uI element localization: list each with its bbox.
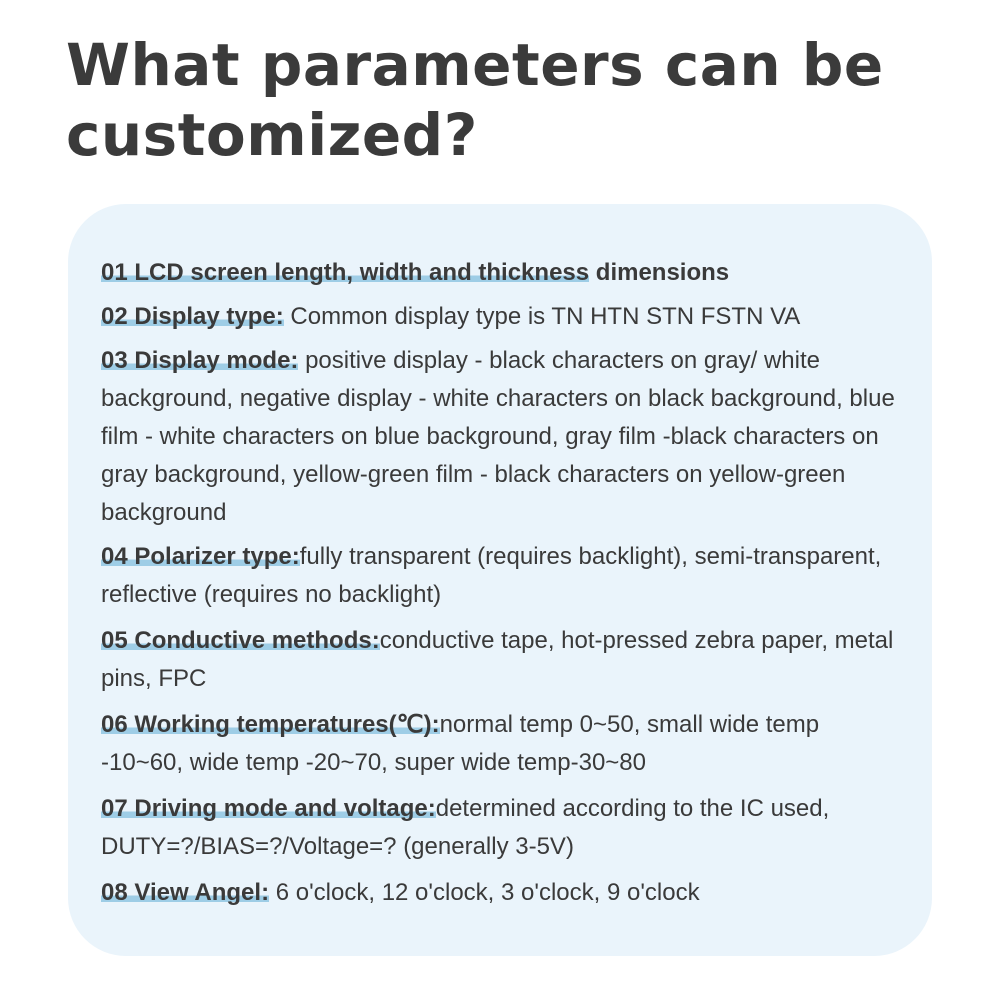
list-item-driving-mode <box>101 790 901 866</box>
list-item-display-type <box>101 298 901 336</box>
item-label: 07 Driving mode and voltage: <box>101 795 436 822</box>
item-text: positive display - black characters on gray/ white background, negative display - white characters on black background, blue film - white characters on blue background, gray film -black characters on gray background, yellow-green film - black characters on yellow-green background <box>101 347 895 526</box>
item-text: fully transparent (requires backlight), semi-transparent, reflective (requires no backlight) <box>101 543 882 608</box>
page-title: What parameters can be customized? <box>66 31 884 169</box>
item-label: 05 Conductive methods: <box>101 627 380 654</box>
item-text: Common display type is TN HTN STN FSTN VA <box>283 303 801 330</box>
item-label-continuation: dimensions <box>589 259 730 286</box>
item-label: 02 Display type: <box>101 303 284 330</box>
item-label: 04 Polarizer type: <box>101 543 300 570</box>
list-item-working-temperatures <box>101 706 901 782</box>
parameters-list <box>101 254 901 912</box>
list-item-lcd-dimensions <box>101 254 901 292</box>
list-item-display-mode <box>101 342 901 532</box>
item-label: 08 View Angel: <box>101 879 270 906</box>
item-text: normal temp 0~50, small wide temp -10~60, wide temp -20~70, super wide temp-30~80 <box>101 711 820 776</box>
list-item-conductive-methods <box>101 622 901 698</box>
list-item-view-angle <box>101 874 901 912</box>
list-item-polarizer-type <box>101 538 901 614</box>
item-text: determined according to the IC used, DUTY=?/BIAS=?/Voltage=? (generally 3-5V) <box>101 795 830 860</box>
item-label: 03 Display mode: <box>101 347 299 374</box>
item-label: 01 LCD screen length, width and thickness <box>101 259 590 286</box>
item-text: conductive tape, hot-pressed zebra paper, metal pins, FPC <box>101 627 894 692</box>
item-text: 6 o'clock, 12 o'clock, 3 o'clock, 9 o'clock <box>269 879 700 906</box>
item-label: 06 Working temperatures(℃): <box>101 711 440 738</box>
